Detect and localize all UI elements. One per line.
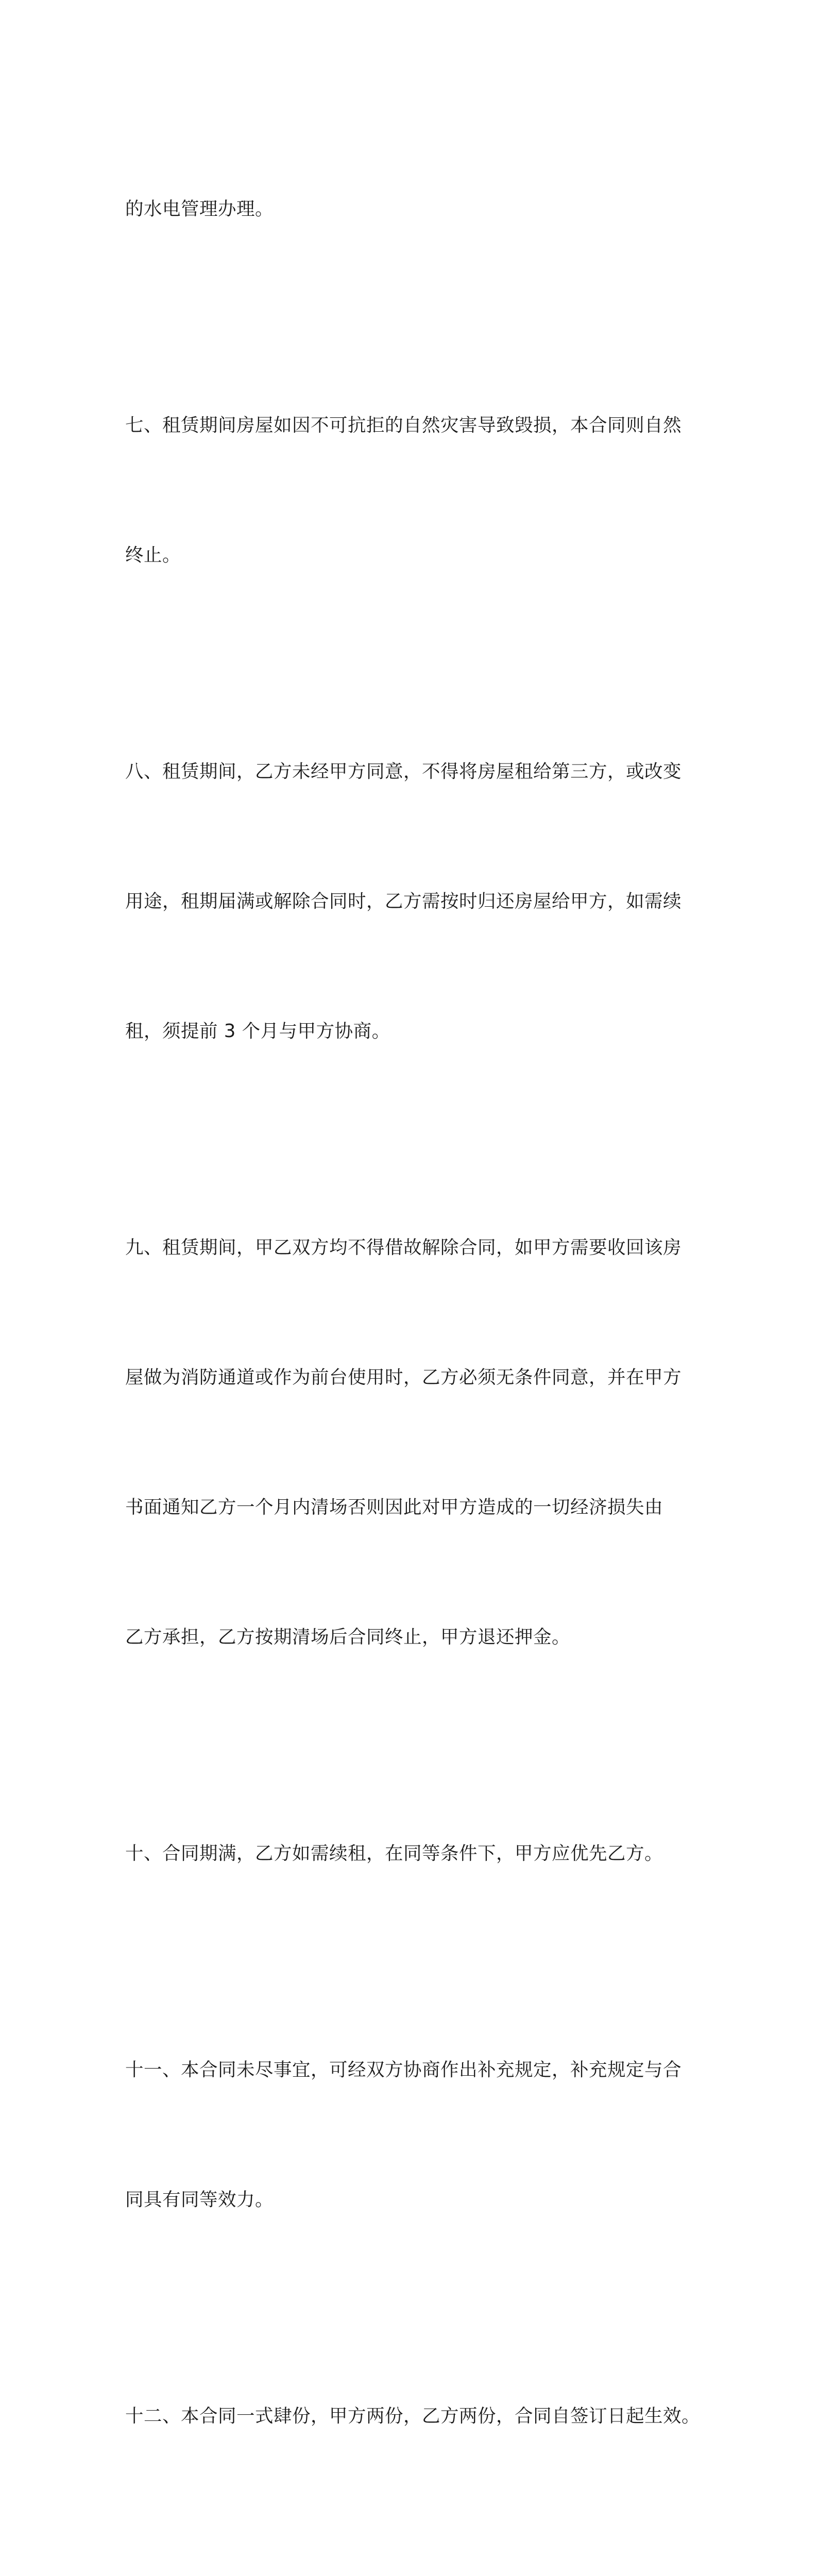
text-line: 九、租赁期间，甲乙双方均不得借故解除合同，如甲方需要收回该房: [125, 1237, 682, 1258]
text-line: 乙方承担，乙方按期清场后合同终止，甲方退还押金。: [125, 1626, 571, 1648]
text-line: 十、合同期满，乙方如需续租，在同等条件下，甲方应优先乙方。: [125, 1843, 663, 1864]
paragraph-clause-11: [125, 1962, 698, 2308]
paragraph-clause-12: [125, 2308, 701, 2524]
text-line: 屋做为消防通道或作为前台使用时，乙方必须无条件同意，并在甲方: [125, 1367, 682, 1388]
party-a-signature-line: [125, 2524, 698, 2576]
text-line: 同具有同等效力。: [125, 2189, 274, 2210]
text-line: 租，须提前 3 个月与甲方协商。: [125, 1021, 390, 1042]
text-line: 十二、本合同一式肆份，甲方两份，乙方两份，合同自签订日起生效。: [125, 2405, 701, 2427]
text-line: 用途，租期届满或解除合同时，乙方需按时归还房屋给甲方，如需续: [125, 891, 682, 912]
text-line: 的水电管理办理。: [125, 198, 274, 219]
paragraph-utilities-continuation: [125, 101, 698, 317]
paragraph-clause-7: [125, 317, 698, 664]
text-line: 八、租赁期间，乙方未经甲方同意，不得将房屋租给第三方，或改变: [125, 761, 682, 782]
text-line: 十一、本合同未尽事宜，可经双方协商作出补充规定，补充规定与合: [125, 2059, 682, 2080]
document-body: [125, 101, 701, 2576]
paragraph-clause-10: [125, 1745, 698, 1962]
paragraph-clause-8: [125, 664, 698, 1140]
text-line: 终止。: [125, 545, 181, 566]
text-line: 七、租赁期间房屋如因不可抗拒的自然灾害导致毁损，本合同则自然: [125, 415, 682, 436]
paragraph-clause-9: [125, 1140, 698, 1745]
text-line: 书面通知乙方一个月内清场否则因此对甲方造成的一切经济损失由: [125, 1497, 663, 1518]
